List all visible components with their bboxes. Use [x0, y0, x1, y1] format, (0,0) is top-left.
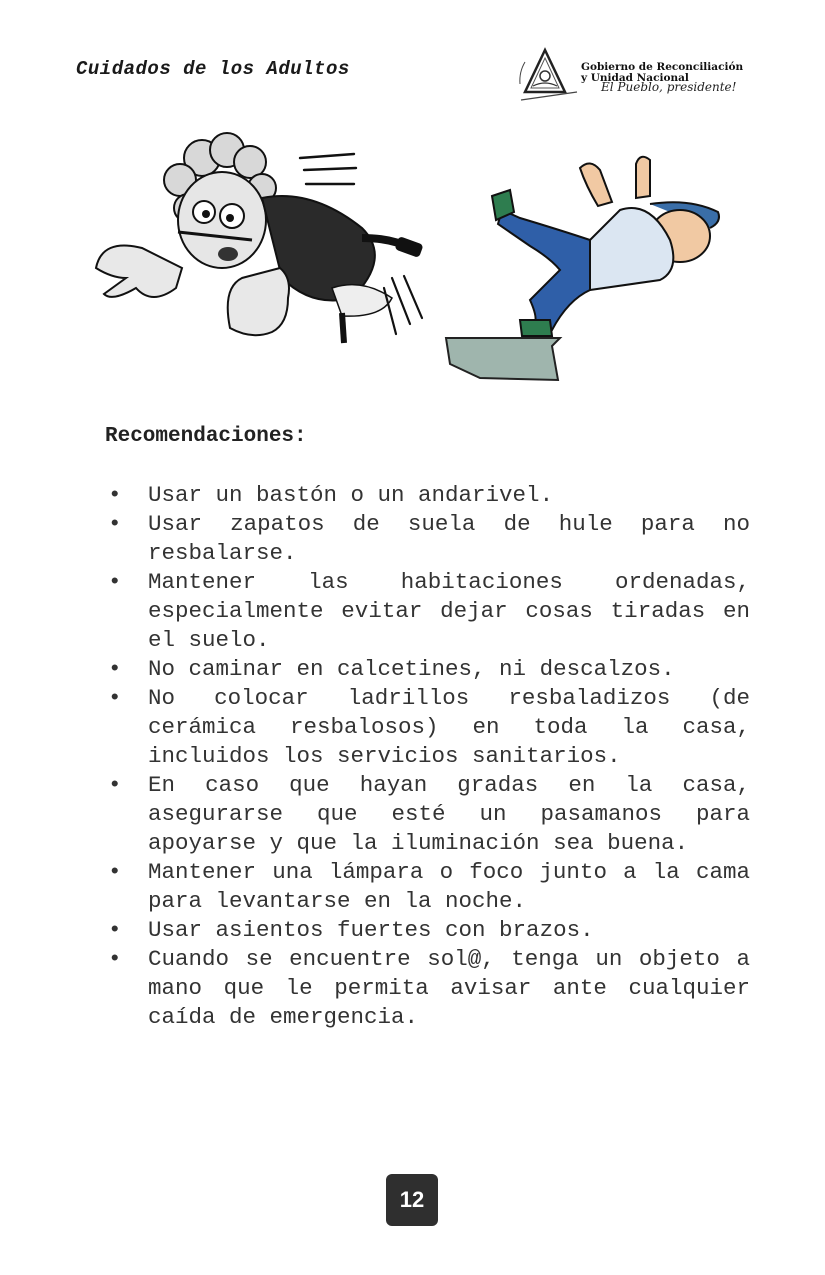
list-item: • Usar un bastón o un andarivel.: [108, 482, 554, 508]
bullet-icon: •: [108, 772, 122, 798]
list-item: • No colocar ladrillos resbaladizos (de cerámica resbalosos) en toda la casa, incluidos los servicios sanitarios.: [108, 685, 750, 769]
document-title: Cuidados de los Adultos: [76, 58, 350, 80]
man-slipping-illustration: [440, 150, 740, 390]
logo-slogan: El Pueblo, presidente!: [601, 80, 737, 94]
recommendations-list: [104, 481, 750, 1032]
list-item: • Mantener las habitaciones ordenadas, especialmente evitar dejar cosas tiradas en el suelo.: [108, 569, 750, 653]
bullet-icon: •: [108, 859, 122, 885]
bullet-icon: •: [108, 656, 122, 682]
bullet-icon: •: [108, 946, 122, 972]
list-item: • Usar asientos fuertes con brazos.: [108, 917, 594, 943]
bullet-icon: •: [108, 569, 122, 595]
list-item: • En caso que hayan gradas en la casa, asegurarse que esté un pasamanos para apoyarse y que la iluminación sea buena.: [108, 772, 750, 856]
bullet-icon: •: [108, 685, 122, 711]
bullet-icon: •: [108, 917, 122, 943]
page-number-badge: 12: [386, 1174, 438, 1226]
logo-line-2: y Unidad Nacional: [581, 72, 689, 84]
bullet-icon: •: [108, 482, 122, 508]
bullet-icon: •: [108, 511, 122, 537]
list-item: • Usar zapatos de suela de hule para no resbalarse.: [108, 511, 750, 566]
logo-line-1: Gobierno de Reconciliación: [581, 61, 744, 73]
list-item: • Cuando se encuentre sol@, tenga un objeto a mano que le permita avisar ante cualquier caída de emergencia.: [108, 946, 750, 1030]
elderly-woman-falling-illustration: [92, 128, 432, 348]
government-logo: [517, 44, 747, 110]
government-emblem-icon: [517, 44, 581, 108]
list-item: • Mantener una lámpara o foco junto a la cama para levantarse en la noche.: [108, 859, 750, 914]
recommendations-heading: Recomendaciones:: [105, 425, 307, 448]
list-item: • No caminar en calcetines, ni descalzos.: [108, 656, 675, 682]
